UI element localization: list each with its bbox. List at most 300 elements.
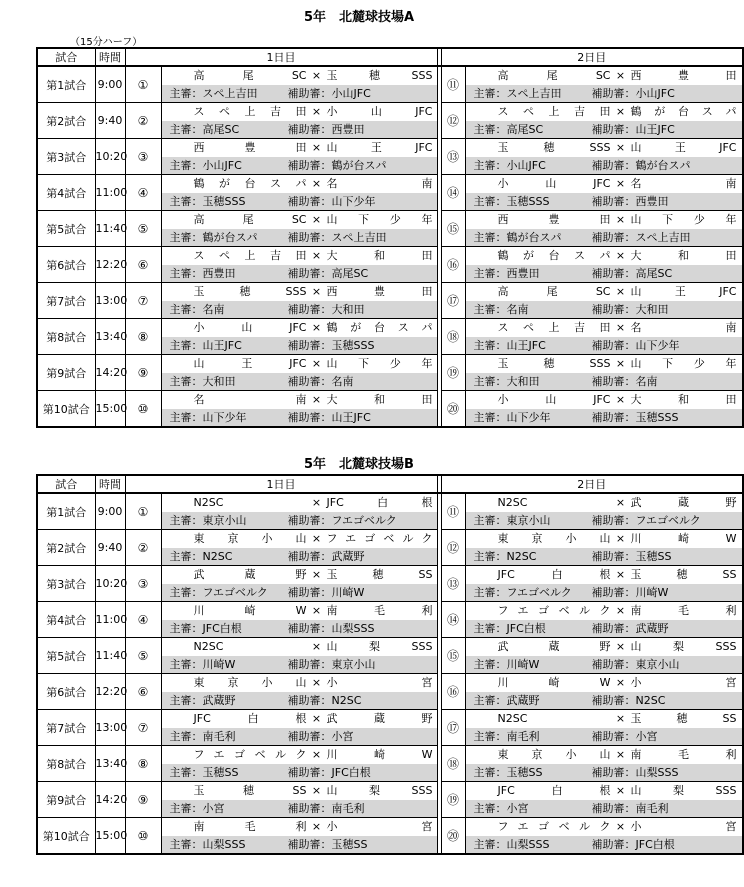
vs-mark: ×	[311, 604, 322, 617]
team-away: 小宮	[326, 676, 433, 689]
vs-mark: ×	[311, 748, 322, 761]
match-time: 14:20	[95, 782, 125, 818]
matchup-cell	[161, 674, 437, 693]
header-day2: 2日目	[441, 475, 743, 493]
team-home: 鶴が台スパ	[497, 249, 611, 262]
match-time: 11:40	[95, 638, 125, 674]
assistant-referee: 補助審：小宮	[287, 730, 354, 743]
matchup-cell	[161, 746, 437, 765]
assistant-referee: 補助審：山下少年	[287, 195, 376, 208]
team-away: 山王JFC	[630, 285, 737, 298]
vs-mark: ×	[615, 177, 626, 190]
matchup-cell	[161, 66, 437, 85]
header-match: 試合	[37, 475, 95, 493]
team-home: N2SC	[193, 496, 224, 509]
match-label: 第9試合	[37, 355, 95, 391]
match-number: ⑪	[441, 66, 465, 103]
vs-mark: ×	[615, 604, 626, 617]
team-home: 玉穂SS	[193, 784, 307, 797]
matchup-cell	[161, 319, 437, 338]
match-number: ⑦	[125, 283, 161, 319]
main-referee: 主審：川崎W	[169, 658, 236, 671]
assistant-referee: 補助審：西豊田	[287, 123, 365, 136]
matchup-cell	[161, 818, 437, 837]
vs-mark: ×	[311, 285, 322, 298]
team-away: 西豊田	[630, 69, 737, 82]
assistant-referee: 補助審：玉穂SSS	[287, 339, 375, 352]
main-referee: 主審：名南	[169, 303, 225, 316]
match-number: ②	[125, 103, 161, 139]
team-away: 山王JFC	[326, 141, 433, 154]
team-away: 小宮	[326, 820, 433, 833]
main-referee: 主審：名南	[473, 303, 529, 316]
team-home: 玉穂SSS	[497, 141, 611, 154]
assistant-referee: 補助審：西豊田	[591, 195, 669, 208]
main-referee: 主審：東京小山	[169, 514, 247, 527]
team-home: 西豊田	[193, 141, 307, 154]
team-away: 山下少年	[630, 213, 737, 226]
team-away: 武蔵野	[326, 712, 433, 725]
section-a-title: 5年 北麓球技場A	[303, 10, 415, 25]
referee-cell	[161, 121, 437, 139]
team-away: JFC白根	[326, 496, 433, 509]
team-away: 南毛利	[630, 604, 737, 617]
vs-mark: ×	[311, 496, 322, 509]
team-home: N2SC	[497, 712, 528, 725]
assistant-referee: 補助審：スペ上吉田	[287, 231, 387, 244]
match-time: 10:20	[95, 139, 125, 175]
vs-mark: ×	[311, 712, 322, 725]
main-referee: 主審：N2SC	[473, 550, 537, 563]
match-number: ⑮	[441, 638, 465, 674]
team-home: フエゴベルク	[193, 748, 307, 761]
vs-mark: ×	[311, 532, 322, 545]
matchup-cell	[161, 355, 437, 374]
matchup-cell	[465, 782, 743, 801]
referee-cell	[465, 301, 743, 319]
match-number: ⑭	[441, 602, 465, 638]
assistant-referee: 補助審：小宮	[591, 730, 658, 743]
match-number: ⑳	[441, 818, 465, 855]
assistant-referee: 補助審：南毛利	[591, 802, 669, 815]
team-away: 大和田	[326, 393, 433, 406]
match-label: 第7試合	[37, 283, 95, 319]
assistant-referee: 補助審：山梨SSS	[591, 766, 679, 779]
main-referee: 主審：玉穂SSS	[169, 195, 246, 208]
main-referee: 主審：大和田	[169, 375, 236, 388]
team-away: 大和田	[326, 249, 433, 262]
team-home: 名南	[193, 393, 307, 406]
match-time: 11:40	[95, 211, 125, 247]
main-referee: 主審：武蔵野	[473, 694, 540, 707]
team-home: 東京小山	[497, 748, 611, 761]
matchup-cell	[465, 710, 743, 729]
assistant-referee: 補助審：スペ上吉田	[591, 231, 691, 244]
team-away: 山梨SSS	[630, 640, 737, 653]
assistant-referee: 補助審：山王JFC	[287, 411, 371, 424]
vs-mark: ×	[615, 568, 626, 581]
main-referee: 主審：山王JFC	[473, 339, 546, 352]
referee-cell	[465, 800, 743, 818]
team-home: フエゴベルク	[497, 820, 611, 833]
referee-cell	[161, 620, 437, 638]
vs-mark: ×	[615, 141, 626, 154]
header-day1: 1日目	[125, 48, 437, 66]
team-away: 山王JFC	[630, 141, 737, 154]
main-referee: 主審：小宮	[473, 802, 529, 815]
matchup-cell	[465, 746, 743, 765]
vs-mark: ×	[311, 177, 322, 190]
matchup-cell	[465, 283, 743, 302]
referee-cell	[161, 548, 437, 566]
main-referee: 主審：大和田	[473, 375, 540, 388]
match-label: 第4試合	[37, 602, 95, 638]
vs-mark: ×	[615, 496, 626, 509]
match-number: ⑯	[441, 247, 465, 283]
match-number: ①	[125, 66, 161, 103]
team-away: 西豊田	[326, 285, 433, 298]
matchup-cell	[465, 175, 743, 194]
match-time: 11:00	[95, 602, 125, 638]
assistant-referee: 補助審：高尾SC	[287, 267, 369, 280]
assistant-referee: 補助審：武蔵野	[591, 622, 669, 635]
matchup-cell	[465, 818, 743, 837]
matchup-cell	[161, 103, 437, 122]
match-number: ⑩	[125, 391, 161, 428]
team-away: 大和田	[630, 393, 737, 406]
referee-cell	[161, 265, 437, 283]
main-referee: 主審：西豊田	[169, 267, 236, 280]
team-away: 小宮	[630, 820, 737, 833]
referee-cell	[465, 512, 743, 530]
matchup-cell	[465, 391, 743, 410]
match-number: ⑲	[441, 782, 465, 818]
matchup-cell	[465, 103, 743, 122]
match-number: ④	[125, 175, 161, 211]
referee-cell	[465, 656, 743, 674]
team-home: スペ上吉田	[193, 105, 307, 118]
match-number: ②	[125, 530, 161, 566]
referee-cell	[465, 229, 743, 247]
matchup-cell	[161, 493, 437, 512]
header-time: 時間	[95, 48, 125, 66]
team-home: 川崎W	[497, 676, 611, 689]
main-referee: 主審：山下少年	[169, 411, 247, 424]
main-referee: 主審：JFC白根	[473, 622, 546, 635]
match-number: ⑤	[125, 638, 161, 674]
match-label: 第5試合	[37, 211, 95, 247]
referee-cell	[161, 800, 437, 818]
referee-cell	[161, 836, 437, 854]
match-number: ⑦	[125, 710, 161, 746]
team-home: スペ上吉田	[497, 105, 611, 118]
team-away: 山下少年	[326, 213, 433, 226]
main-referee: 主審：玉穂SSS	[473, 195, 550, 208]
main-referee: 主審：フエゴベルク	[473, 586, 572, 599]
match-time: 9:40	[95, 530, 125, 566]
assistant-referee: 補助審：南毛利	[287, 802, 365, 815]
referee-cell	[161, 692, 437, 710]
assistant-referee: 補助審：フエゴベルク	[287, 514, 397, 527]
team-home: 東京小山	[193, 532, 307, 545]
vs-mark: ×	[615, 640, 626, 653]
match-number: ⑫	[441, 530, 465, 566]
referee-cell	[465, 620, 743, 638]
match-label: 第1試合	[37, 493, 95, 530]
match-label: 第4試合	[37, 175, 95, 211]
team-home: 小山JFC	[497, 177, 611, 190]
main-referee: 主審：川崎W	[473, 658, 540, 671]
matchup-cell	[465, 602, 743, 621]
team-home: JFC白根	[497, 568, 611, 581]
assistant-referee: 補助審：鶴が台スパ	[591, 159, 691, 172]
team-home: N2SC	[497, 496, 528, 509]
referee-cell	[465, 764, 743, 782]
referee-cell	[465, 836, 743, 854]
main-referee: 主審：東京小山	[473, 514, 551, 527]
match-label: 第3試合	[37, 566, 95, 602]
team-home: 玉穂SSS	[193, 285, 307, 298]
assistant-referee: 補助審：山梨SSS	[287, 622, 375, 635]
team-home: 鶴が台スパ	[193, 177, 307, 190]
header-time: 時間	[95, 475, 125, 493]
vs-mark: ×	[311, 784, 322, 797]
referee-cell	[465, 157, 743, 175]
main-referee: 主審：玉穂SS	[473, 766, 543, 779]
team-home: 東京小山	[193, 676, 307, 689]
match-number: ⑮	[441, 211, 465, 247]
match-number: ③	[125, 139, 161, 175]
vs-mark: ×	[311, 640, 322, 653]
team-home: 玉穂SSS	[497, 357, 611, 370]
team-home: 西豊田	[497, 213, 611, 226]
vs-mark: ×	[615, 820, 626, 833]
referee-cell	[161, 301, 437, 319]
referee-cell	[161, 337, 437, 355]
vs-mark: ×	[311, 568, 322, 581]
referee-cell	[465, 193, 743, 211]
match-number: ⑰	[441, 283, 465, 319]
assistant-referee: 補助審：フエゴベルク	[591, 514, 701, 527]
vs-mark: ×	[615, 213, 626, 226]
section-b-title: 5年 北麓球技場B	[304, 457, 414, 472]
match-time: 13:00	[95, 710, 125, 746]
team-home: 東京小山	[497, 532, 611, 545]
team-home: 高尾SC	[497, 285, 611, 298]
referee-cell	[465, 337, 743, 355]
matchup-cell	[161, 391, 437, 410]
team-away: 南毛利	[630, 748, 737, 761]
main-referee: 主審：玉穂SS	[169, 766, 239, 779]
header-day1: 1日目	[125, 475, 437, 493]
team-away: 山下少年	[630, 357, 737, 370]
vs-mark: ×	[615, 249, 626, 262]
main-referee: 主審：南毛利	[473, 730, 540, 743]
match-number: ⑭	[441, 175, 465, 211]
team-home: JFC白根	[497, 784, 611, 797]
match-number: ⑧	[125, 746, 161, 782]
main-referee: 主審：武蔵野	[169, 694, 236, 707]
match-number: ①	[125, 493, 161, 530]
match-number: ④	[125, 602, 161, 638]
referee-cell	[161, 409, 437, 427]
referee-cell	[465, 121, 743, 139]
referee-cell	[465, 728, 743, 746]
matchup-cell	[465, 638, 743, 657]
match-number: ⑯	[441, 674, 465, 710]
match-number: ⑧	[125, 319, 161, 355]
match-number: ⑬	[441, 139, 465, 175]
main-referee: 主審：スペ上吉田	[473, 87, 562, 100]
vs-mark: ×	[615, 712, 626, 725]
team-away: 川崎W	[630, 532, 737, 545]
team-away: 名南	[630, 321, 737, 334]
match-time: 13:00	[95, 283, 125, 319]
assistant-referee: 補助審：東京小山	[287, 658, 376, 671]
referee-cell	[465, 373, 743, 391]
matchup-cell	[465, 319, 743, 338]
referee-cell	[465, 548, 743, 566]
vs-mark: ×	[311, 393, 322, 406]
vs-mark: ×	[615, 532, 626, 545]
assistant-referee: 補助審：鶴が台スパ	[287, 159, 387, 172]
main-referee: 主審：フエゴベルク	[169, 586, 268, 599]
match-time: 12:20	[95, 674, 125, 710]
matchup-cell	[465, 566, 743, 585]
referee-cell	[161, 85, 437, 103]
match-number: ⑱	[441, 319, 465, 355]
referee-cell	[465, 584, 743, 602]
referee-cell	[161, 512, 437, 530]
team-away: 小山JFC	[326, 105, 433, 118]
match-time: 9:00	[95, 493, 125, 530]
main-referee: 主審：南毛利	[169, 730, 236, 743]
assistant-referee: 補助審：武蔵野	[287, 550, 365, 563]
main-referee: 主審：JFC白根	[169, 622, 242, 635]
match-number: ⑬	[441, 566, 465, 602]
matchup-cell	[161, 530, 437, 549]
main-referee: 主審：鶴が台スパ	[473, 231, 562, 244]
team-home: 高尾SC	[193, 213, 307, 226]
matchup-cell	[161, 566, 437, 585]
main-referee: 主審：スペ上吉田	[169, 87, 258, 100]
main-referee: 主審：N2SC	[169, 550, 233, 563]
assistant-referee: 補助審：川崎W	[591, 586, 669, 599]
main-referee: 主審：山下少年	[473, 411, 551, 424]
team-home: 高尾SC	[193, 69, 307, 82]
match-time: 9:00	[95, 66, 125, 103]
assistant-referee: 補助審：小山JFC	[591, 87, 675, 100]
match-number: ⑳	[441, 391, 465, 428]
main-referee: 主審：山王JFC	[169, 339, 242, 352]
vs-mark: ×	[615, 393, 626, 406]
assistant-referee: 補助審：大和田	[287, 303, 365, 316]
team-home: N2SC	[193, 640, 224, 653]
assistant-referee: 補助審：東京小山	[591, 658, 680, 671]
vs-mark: ×	[615, 784, 626, 797]
team-away: 山梨SSS	[326, 784, 433, 797]
assistant-referee: 補助審：JFC白根	[591, 838, 675, 851]
matchup-cell	[161, 602, 437, 621]
team-away: 名南	[326, 177, 433, 190]
assistant-referee: 補助審：山下少年	[591, 339, 680, 352]
matchup-cell	[465, 355, 743, 374]
assistant-referee: 補助審：名南	[591, 375, 658, 388]
team-home: 山王JFC	[193, 357, 307, 370]
team-home: スペ上吉田	[193, 249, 307, 262]
team-home: 小山JFC	[193, 321, 307, 334]
main-referee: 主審：高尾SC	[473, 123, 544, 136]
team-away: 山下少年	[326, 357, 433, 370]
matchup-cell	[161, 782, 437, 801]
match-label: 第3試合	[37, 139, 95, 175]
match-number: ⑥	[125, 674, 161, 710]
team-home: 武蔵野	[497, 640, 611, 653]
match-label: 第1試合	[37, 66, 95, 103]
team-away: 武蔵野	[630, 496, 737, 509]
assistant-referee: 補助審：玉穂SS	[287, 838, 368, 851]
team-away: 玉穂SS	[630, 712, 737, 725]
vs-mark: ×	[615, 676, 626, 689]
match-label: 第7試合	[37, 710, 95, 746]
assistant-referee: 補助審：N2SC	[591, 694, 666, 707]
matchup-cell	[161, 139, 437, 158]
schedule-table-a	[36, 47, 744, 428]
team-home: 小山JFC	[497, 393, 611, 406]
matchup-cell	[161, 638, 437, 657]
team-away: 玉穂SS	[326, 568, 433, 581]
team-home: スペ上吉田	[497, 321, 611, 334]
referee-cell	[465, 409, 743, 427]
referee-cell	[161, 764, 437, 782]
vs-mark: ×	[311, 105, 322, 118]
match-number: ⑲	[441, 355, 465, 391]
main-referee: 主審：山梨SSS	[473, 838, 550, 851]
assistant-referee: 補助審：名南	[287, 375, 354, 388]
matchup-cell	[465, 247, 743, 266]
match-label: 第8試合	[37, 319, 95, 355]
match-label: 第6試合	[37, 674, 95, 710]
main-referee: 主審：西豊田	[473, 267, 540, 280]
match-time: 13:40	[95, 746, 125, 782]
match-number: ⑨	[125, 782, 161, 818]
team-home: 武蔵野	[193, 568, 307, 581]
referee-cell	[161, 373, 437, 391]
header-match: 試合	[37, 48, 95, 66]
vs-mark: ×	[615, 748, 626, 761]
match-label: 第6試合	[37, 247, 95, 283]
team-away: 小宮	[630, 676, 737, 689]
referee-cell	[465, 265, 743, 283]
vs-mark: ×	[311, 820, 322, 833]
assistant-referee: 補助審：山王JFC	[591, 123, 675, 136]
team-away: 大和田	[630, 249, 737, 262]
match-number: ⑰	[441, 710, 465, 746]
referee-cell	[465, 85, 743, 103]
half-length-note: （15分ハーフ）	[70, 37, 143, 48]
match-label: 第8試合	[37, 746, 95, 782]
assistant-referee: 補助審：小山JFC	[287, 87, 371, 100]
vs-mark: ×	[615, 357, 626, 370]
matchup-cell	[161, 175, 437, 194]
referee-cell	[161, 157, 437, 175]
match-number: ③	[125, 566, 161, 602]
team-away: 玉穂SSS	[326, 69, 433, 82]
matchup-cell	[465, 493, 743, 512]
assistant-referee: 補助審：玉穂SS	[591, 550, 672, 563]
team-home: 川崎W	[193, 604, 307, 617]
match-time: 10:20	[95, 566, 125, 602]
